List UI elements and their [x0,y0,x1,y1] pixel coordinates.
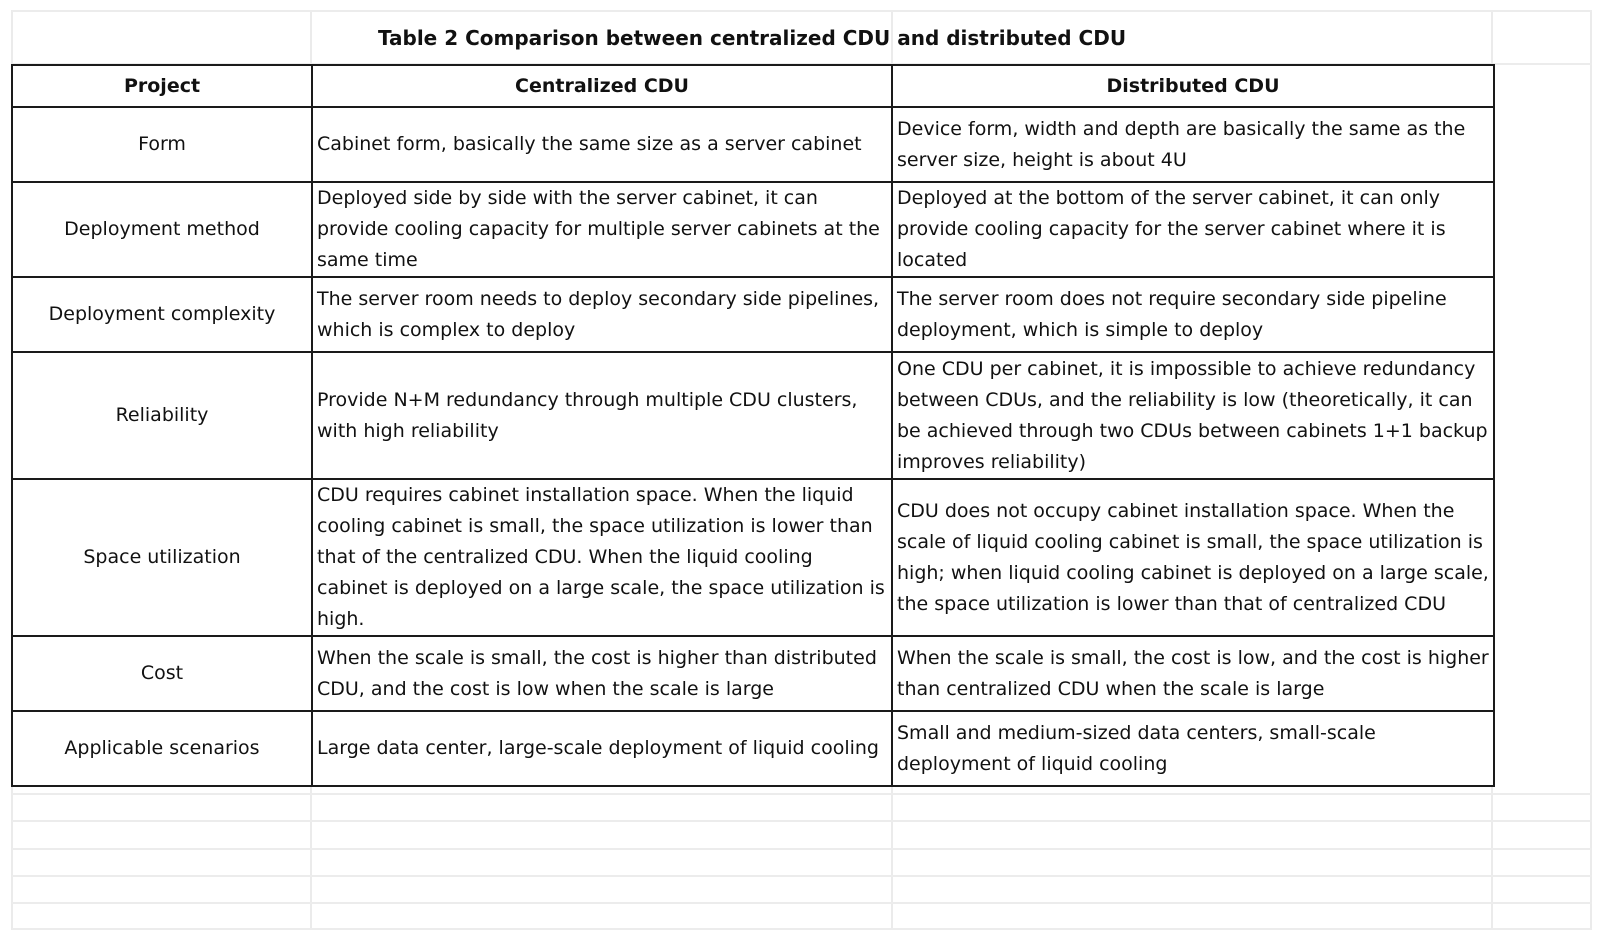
table-row [12,636,1494,711]
distributed-cell[interactable]: Device form, width and depth are basically the same as the server size, height is about 4U [892,107,1494,182]
project-cell[interactable]: Deployment method [12,182,312,277]
project-cell[interactable]: Form [12,107,312,182]
header-row [12,65,1494,107]
table-row [12,711,1494,786]
table-row [12,479,1494,636]
gridline [12,820,1592,822]
distributed-cell[interactable]: Deployed at the bottom of the server cabinet, it can only provide cooling capacity for the server cabinet where it is located [892,182,1494,277]
centralized-cell[interactable]: Provide N+M redundancy through multiple CDU clusters, with high reliability [312,352,892,479]
table-title: Table 2 Comparison between centralized CDU and distributed CDU [377,26,1127,50]
project-cell[interactable]: Reliability [12,352,312,479]
column-header-centralized[interactable]: Centralized CDU [312,65,892,107]
column-header-distributed[interactable]: Distributed CDU [892,65,1494,107]
centralized-cell[interactable]: CDU requires cabinet installation space. When the liquid cooling cabinet is small, the space utilization is lower than that of the centralized CDU. When the liquid cooling cabinet is deployed on a large scale, the space utilization is high. [312,479,892,636]
gridline [12,928,1592,930]
project-cell[interactable]: Space utilization [12,479,312,636]
table-row [12,107,1494,182]
table-row [12,352,1494,479]
gridline [12,793,1592,795]
gridline [12,875,1592,877]
table-row [12,182,1494,277]
distributed-cell[interactable]: One CDU per cabinet, it is impossible to achieve redundancy between CDUs, and the reliability is low (theoretically, it can be achieved through two CDUs between cabinets 1+1 backup improves reliability) [892,352,1494,479]
distributed-cell[interactable]: When the scale is small, the cost is low, and the cost is higher than centralized CDU when the scale is large [892,636,1494,711]
centralized-cell[interactable]: When the scale is small, the cost is higher than distributed CDU, and the cost is low when the scale is large [312,636,892,711]
comparison-table [11,64,1495,787]
column-header-project[interactable]: Project [12,65,312,107]
project-cell[interactable]: Applicable scenarios [12,711,312,786]
centralized-cell[interactable]: Cabinet form, basically the same size as a server cabinet [312,107,892,182]
gridline [1590,10,1592,930]
distributed-cell[interactable]: CDU does not occupy cabinet installation space. When the scale of liquid cooling cabinet is small, the space utilization is high; when liquid cooling cabinet is deployed on a large scale, the space utilization is lower than that of centralized CDU [892,479,1494,636]
distributed-cell[interactable]: Small and medium-sized data centers, small-scale deployment of liquid cooling [892,711,1494,786]
table-row [12,277,1494,352]
gridline [12,848,1592,850]
project-cell[interactable]: Deployment complexity [12,277,312,352]
gridline [12,902,1592,904]
centralized-cell[interactable]: Large data center, large-scale deployment of liquid cooling [312,711,892,786]
centralized-cell[interactable]: Deployed side by side with the server cabinet, it can provide cooling capacity for multiple server cabinets at the same time [312,182,892,277]
distributed-cell[interactable]: The server room does not require secondary side pipeline deployment, which is simple to deploy [892,277,1494,352]
centralized-cell[interactable]: The server room needs to deploy secondary side pipelines, which is complex to deploy [312,277,892,352]
project-cell[interactable]: Cost [12,636,312,711]
